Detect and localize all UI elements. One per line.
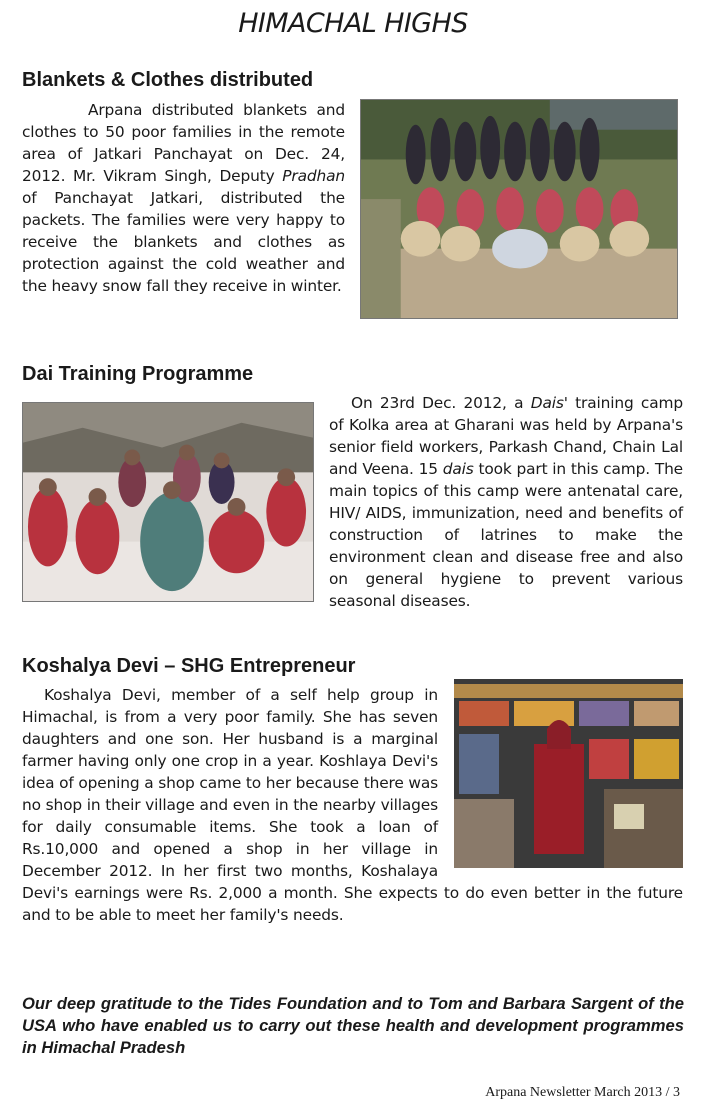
dai-heading: Dai Training Programme: [22, 363, 254, 385]
page-title: HIMACHAL HIGHS: [238, 8, 468, 39]
page-footer: Arpana Newsletter March 2013 / 3: [485, 1085, 680, 1100]
blankets-body: Arpana distributed blankets and clothes to 50 poor families in the remote area of Jatkari Panchayat on Dec. 24, 2012. Mr. Vikram Singh, Deputy Pradhan of Panchayat Jatkari, distributed the packets. The families were very happy to receive the blankets and clothes as protection against the cold weather and the heavy snow fall they receive in winter.: [22, 101, 345, 295]
koshalya-heading: Koshalya Devi – SHG Entrepreneur: [22, 655, 356, 677]
blankets-photo: [360, 99, 678, 319]
acknowledgement: Our deep gratitude to the Tides Foundation and to Tom and Barbara Sargent of the USA who have enabled us to carry out these health and development programmes in Himachal Pradesh: [22, 994, 684, 1057]
dai-photo: [22, 402, 314, 602]
dai-body: On 23rd Dec. 2012, a Dais' training camp of Kolka area at Gharani was held by Arpana's senior field workers, Parkash Chand, Chain Lal and Veena. 15 dais took part in this camp. The main topics of this camp were antenatal care, HIV/ AIDS, immunization, need and benefits of construction of latrines to make the environment clean and disease free and also on general hygiene to prevent various seasonal diseases.: [329, 394, 683, 610]
blankets-heading: Blankets & Clothes distributed: [22, 69, 314, 91]
koshalya-photo-spacer: [438, 678, 683, 869]
koshalya-body: Koshalya Devi, member of a self help group in Himachal, is from a very poor family. She has seven daughters and one son. Her husband is a marginal farmer having only one crop in a year. Koshlaya Devi's idea of opening a shop came to her because there was no shop in their village and even in the nearby villages for daily consumable items. She took a loan of Rs.10,000 and opened a shop in her village in December 2012. In her first two months, Koshalaya Devi's earnings were Rs. 2,000 a month. She expects to do even better in the future and to be able to meet her family's needs.: [22, 684, 683, 926]
